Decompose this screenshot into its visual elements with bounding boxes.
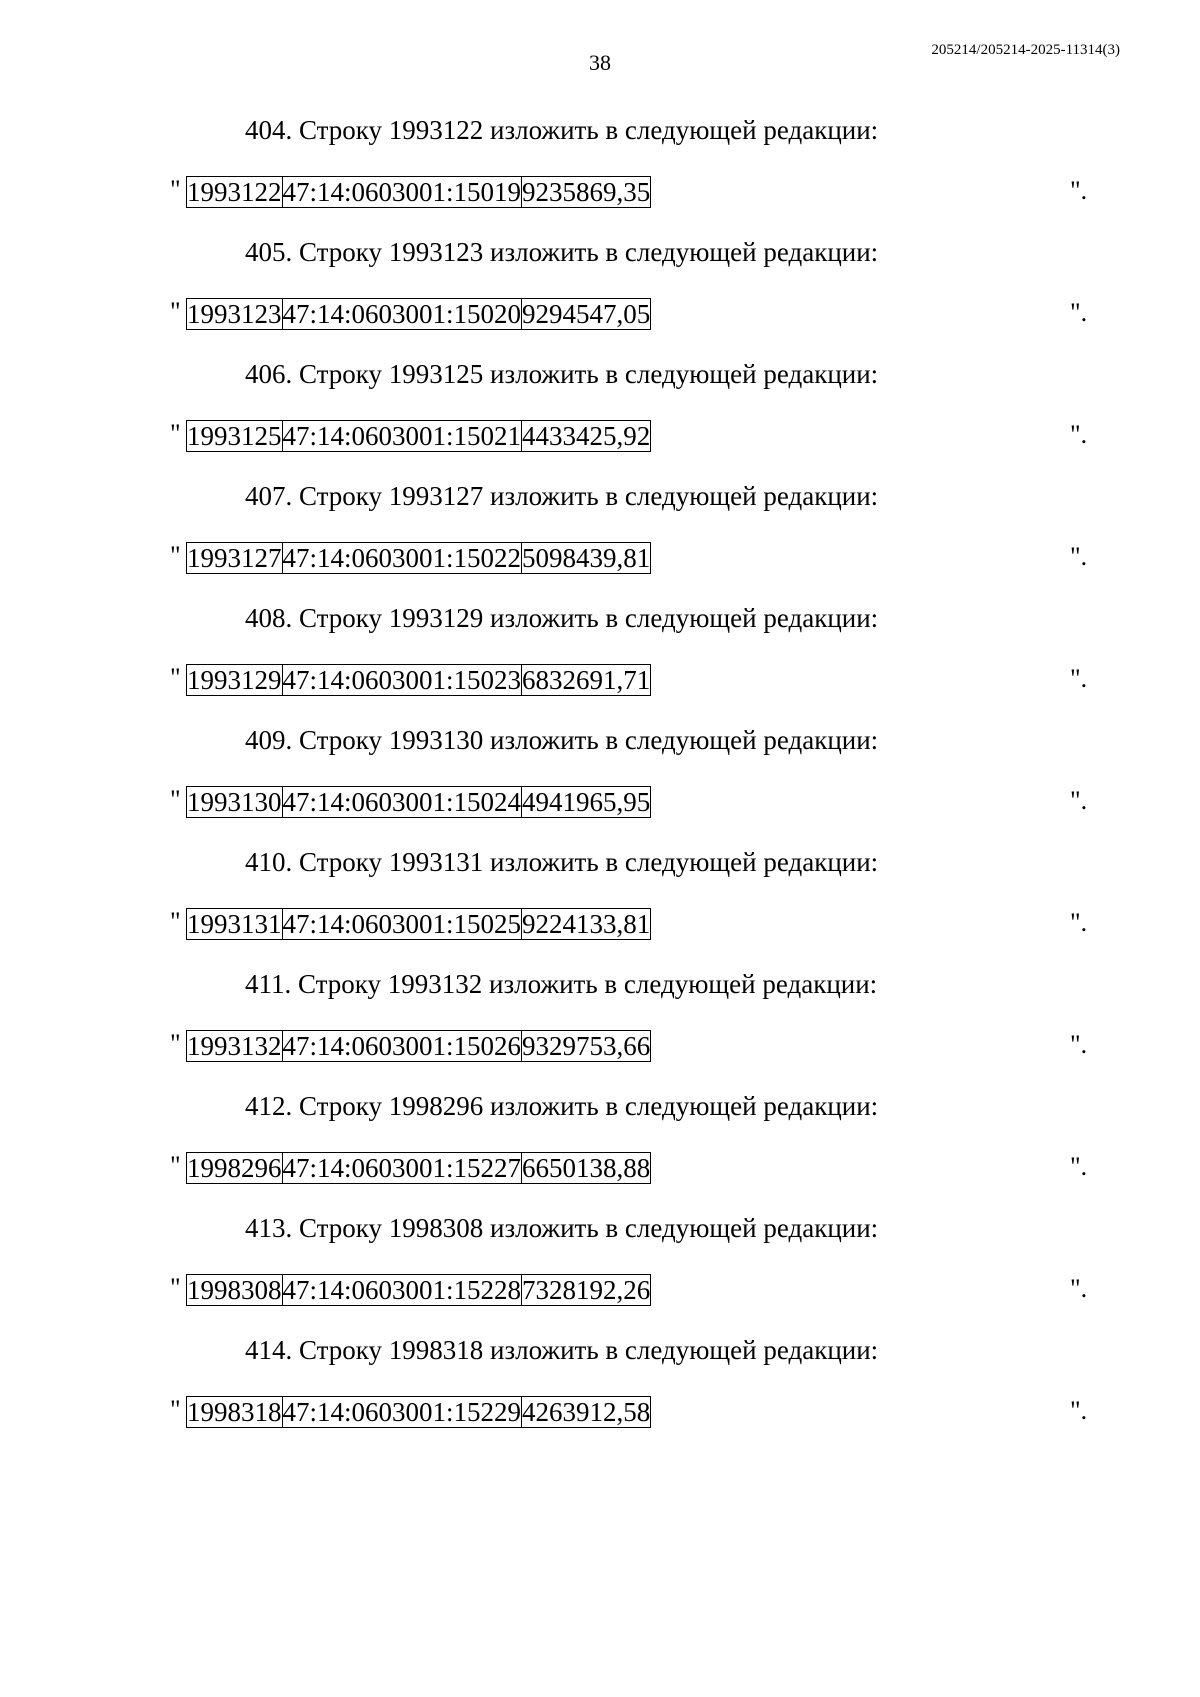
row-table: [186, 1396, 651, 1428]
amendment-entry: [0, 1213, 1200, 1345]
amendment-instruction: 405. Строку 1993123 изложить в следующей редакции:: [245, 237, 879, 267]
opening-quote: ": [170, 663, 181, 692]
row-number-cell: 1993127: [187, 543, 282, 573]
cadastral-number-cell: 47:14:0603001:15228: [282, 1275, 522, 1305]
amendment-instruction: 410. Строку 1993131 изложить в следующей редакции:: [245, 847, 879, 877]
amendment-instruction: 408. Строку 1993129 изложить в следующей редакции:: [245, 603, 879, 633]
closing-quote: ".: [1070, 420, 1088, 449]
amendment-entry: [0, 1335, 1200, 1467]
amendment-instruction: 409. Строку 1993130 изложить в следующей редакции:: [245, 725, 879, 755]
row-number-cell: 1993122: [187, 177, 282, 207]
closing-quote: ".: [1070, 176, 1088, 205]
row-number-cell: 1998296: [187, 1153, 282, 1183]
opening-quote: ": [170, 785, 181, 814]
cadastral-value-cell: 9224133,81: [522, 909, 651, 939]
amendment-instruction: 407. Строку 1993127 изложить в следующей редакции:: [245, 481, 879, 511]
closing-quote: ".: [1070, 1274, 1088, 1303]
row-table: [186, 542, 651, 574]
document-reference: 205214/205214-2025-11314(3): [931, 42, 1120, 58]
closing-quote: ".: [1070, 298, 1088, 327]
amendment-entry: [0, 237, 1200, 369]
cadastral-number-cell: 47:14:0603001:15022: [282, 543, 522, 573]
cadastral-number-cell: 47:14:0603001:15025: [282, 909, 522, 939]
row-table: [186, 786, 651, 818]
cadastral-number-cell: 47:14:0603001:15023: [282, 665, 522, 695]
cadastral-value-cell: 4941965,95: [522, 787, 651, 817]
row-number-cell: 1993132: [187, 1031, 282, 1061]
amendment-entry: [0, 969, 1200, 1101]
closing-quote: ".: [1070, 1396, 1088, 1425]
amendment-entry: [0, 847, 1200, 979]
amendment-instruction: 404. Строку 1993122 изложить в следующей редакции:: [245, 115, 879, 145]
closing-quote: ".: [1070, 1030, 1088, 1059]
closing-quote: ".: [1070, 542, 1088, 571]
opening-quote: ": [170, 1029, 181, 1058]
amendment-instruction: 413. Строку 1998308 изложить в следующей редакции:: [245, 1213, 879, 1243]
cadastral-value-cell: 6832691,71: [522, 665, 651, 695]
closing-quote: ".: [1070, 908, 1088, 937]
opening-quote: ": [170, 541, 181, 570]
opening-quote: ": [170, 1273, 181, 1302]
closing-quote: ".: [1070, 786, 1088, 815]
cadastral-number-cell: 47:14:0603001:15024: [282, 787, 522, 817]
closing-quote: ".: [1070, 1152, 1088, 1181]
cadastral-number-cell: 47:14:0603001:15019: [282, 177, 522, 207]
row-number-cell: 1993129: [187, 665, 282, 695]
opening-quote: ": [170, 907, 181, 936]
amendment-instruction: 406. Строку 1993125 изложить в следующей редакции:: [245, 359, 879, 389]
row-table: [186, 664, 651, 696]
row-table: [186, 1274, 651, 1306]
page-number: 38: [589, 50, 611, 75]
row-number-cell: 1993130: [187, 787, 282, 817]
row-number-cell: 1993125: [187, 421, 282, 451]
opening-quote: ": [170, 1151, 181, 1180]
amendment-entry: [0, 1091, 1200, 1223]
closing-quote: ".: [1070, 664, 1088, 693]
row-table: [186, 298, 651, 330]
cadastral-value-cell: 4433425,92: [522, 421, 651, 451]
opening-quote: ": [170, 1395, 181, 1424]
cadastral-number-cell: 47:14:0603001:15021: [282, 421, 522, 451]
cadastral-value-cell: 5098439,81: [522, 543, 651, 573]
amendment-instruction: 414. Строку 1998318 изложить в следующей редакции:: [245, 1335, 879, 1365]
row-table: [186, 1152, 651, 1184]
row-table: [186, 420, 651, 452]
row-table: [186, 176, 651, 208]
cadastral-value-cell: 9235869,35: [522, 177, 651, 207]
amendment-entry: [0, 481, 1200, 613]
cadastral-value-cell: 9329753,66: [522, 1031, 651, 1061]
cadastral-value-cell: 6650138,88: [522, 1153, 651, 1183]
row-number-cell: 1998308: [187, 1275, 282, 1305]
amendment-entry: [0, 603, 1200, 735]
amendment-entry: [0, 359, 1200, 491]
row-table: [186, 1030, 651, 1062]
row-number-cell: 1993123: [187, 299, 282, 329]
cadastral-value-cell: 7328192,26: [522, 1275, 651, 1305]
cadastral-value-cell: 4263912,58: [522, 1397, 651, 1427]
cadastral-value-cell: 9294547,05: [522, 299, 651, 329]
row-number-cell: 1993131: [187, 909, 282, 939]
cadastral-number-cell: 47:14:0603001:15229: [282, 1397, 522, 1427]
amendment-instruction: 411. Строку 1993132 изложить в следующей редакции:: [245, 969, 878, 999]
opening-quote: ": [170, 175, 181, 204]
amendment-instruction: 412. Строку 1998296 изложить в следующей редакции:: [245, 1091, 879, 1121]
amendment-entry: [0, 115, 1200, 247]
row-number-cell: 1998318: [187, 1397, 282, 1427]
opening-quote: ": [170, 297, 181, 326]
cadastral-number-cell: 47:14:0603001:15227: [282, 1153, 522, 1183]
cadastral-number-cell: 47:14:0603001:15026: [282, 1031, 522, 1061]
cadastral-number-cell: 47:14:0603001:15020: [282, 299, 522, 329]
opening-quote: ": [170, 419, 181, 448]
amendment-entry: [0, 725, 1200, 857]
row-table: [186, 908, 651, 940]
